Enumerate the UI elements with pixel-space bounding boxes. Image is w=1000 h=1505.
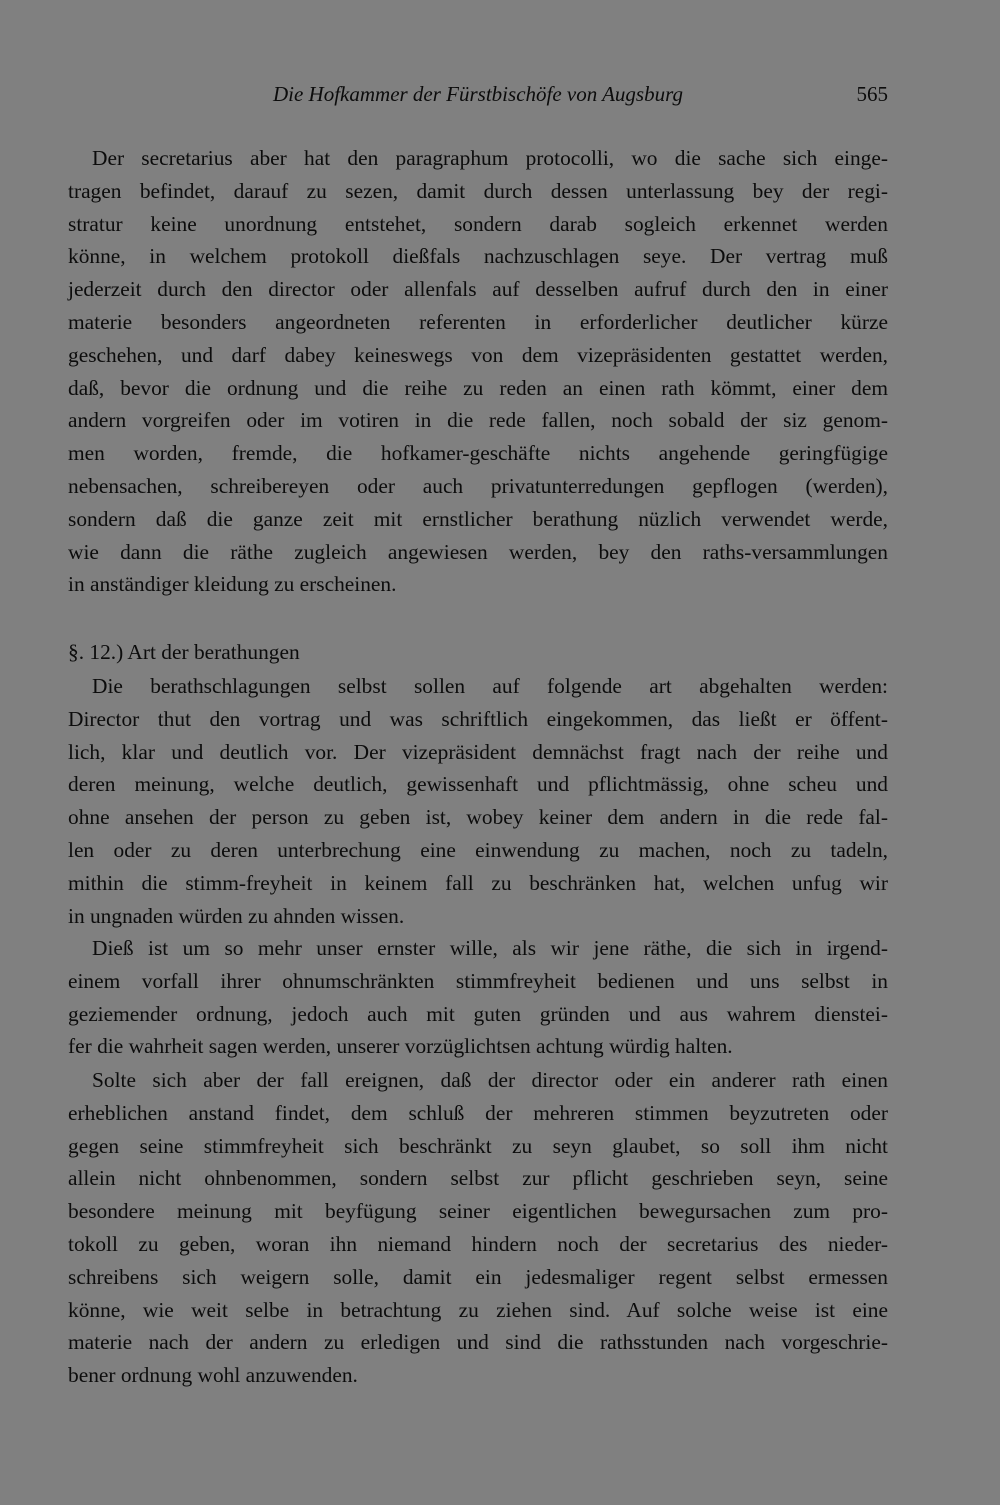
text-line: nebensachen, schreibereyen oder auch privatunterredungen gepflogen (werden), [68,473,888,498]
section-heading-text: §. 12.) Art der berathungen [68,640,300,664]
page-number: 565 [856,82,888,106]
text-line: geziemender ordnung, jedoch auch mit guten gründen und aus wahrem dienstei- [68,1001,888,1026]
text-line: könne, wie weit selbe in betrachtung zu ziehen sind. Auf solche weise ist eine [68,1297,888,1322]
text-line: in anständiger kleidung zu erscheinen. [68,572,397,597]
text-line: Der secretarius aber hat den paragraphum protocolli, wo die sache sich einge- [92,146,888,170]
paragraph-2 [68,670,888,932]
text-line: wie dann die räthe zugleich angewiesen werden, bey den raths-versammlungen [68,539,888,564]
text-line: bener ordnung wohl anzuwenden. [68,1363,358,1388]
text-line: einem vorfall ihrer ohnumschränkten stimmfreyheit bedienen und uns selbst in [68,968,888,993]
text-line: ohne ansehen der person zu geben ist, wobey keiner dem andern in die rede fal- [68,805,888,830]
paragraph-1 [68,142,888,601]
text-line: allein nicht ohnbenommen, sondern selbst zur pflicht geschrieben seyn, seine [68,1166,888,1191]
text-line: men worden, fremde, die hofkamer-geschäfte nichts angehende geringfügige [68,441,888,466]
text-line: andern vorgreifen oder im votiren in die rede fallen, noch sobald der siz genom- [68,408,888,433]
text-line: Die berathschlagungen selbst sollen auf folgende art abgehalten werden: [92,674,888,698]
text-line: besondere meinung mit beyfügung seiner eigentlichen bewegursachen zum pro- [68,1199,888,1224]
section-heading [68,636,888,669]
text-line: lich, klar und deutlich vor. Der vizepräsident demnächst fragt nach der reihe und [68,739,888,764]
text-line: materie besonders angeordneten referenten in erforderlicher deutlicher kürze [68,309,888,334]
text-line: sondern daß die ganze zeit mit ernstlicher berathung nüzlich verwendet werde, [68,506,888,531]
text-line: mithin die stimm-freyheit in keinem fall zu beschränken hat, welchen unfug wir [68,870,888,895]
text-line: jederzeit durch den director oder allenfals auf desselben aufruf durch den in einer [68,277,888,302]
paragraph-4 [68,1064,888,1392]
text-line: schreibens sich weigern solle, damit ein jedesmaliger regent selbst ermessen [68,1264,888,1289]
text-line: fer die wahrheit sagen werden, unserer vorzüglichtsen achtung würdig halten. [68,1034,733,1059]
text-line: materie nach der andern zu erledigen und sind die rathsstunden nach vorgeschrie- [68,1330,888,1355]
text-line: tragen befindet, darauf zu sezen, damit durch dessen unterlassung bey der regi- [68,178,888,203]
text-line: in ungnaden würden zu ahnden wissen. [68,903,405,928]
text-line: könne, in welchem protokoll dießfals nachzuschlagen seye. Der vertrag muß [68,244,888,269]
text-line: erheblichen anstand findet, dem schluß der mehreren stimmen beyzutreten oder [68,1100,888,1125]
text-line: tokoll zu geben, woran ihn niemand hindern noch der secretarius des nieder- [68,1231,888,1256]
text-line: geschehen, und darf dabey keineswegs von dem vizepräsidenten gestattet werden, [68,342,888,367]
text-line: daß, bevor die ordnung und die reihe zu reden an einen rath kömmt, einer dem [68,375,888,400]
running-title: Die Hofkammer der Fürstbischöfe von Augsburg [272,82,684,106]
paragraph-3 [68,932,888,1063]
text-line: Solte sich aber der fall ereignen, daß der director oder ein anderer rath einen [92,1068,888,1092]
text-line: len oder zu deren unterbrechung eine einwendung zu machen, noch zu tadeln, [68,837,888,862]
text-line: deren meinung, welche deutlich, gewissenhaft und pflichtmässig, ohne scheu und [68,772,888,797]
running-head [68,78,888,110]
text-line: Director thut den vortrag und was schriftlich eingekommen, das ließt er öffent- [68,706,888,731]
text-line: stratur keine unordnung entstehet, sondern darab sogleich erkennet werden [68,211,888,236]
text-line: Dieß ist um so mehr unser ernster wille, als wir jene räthe, die sich in irgend- [92,936,888,960]
text-line: gegen seine stimmfreyheit sich beschränkt zu seyn glaubet, so soll ihm nicht [68,1133,888,1158]
